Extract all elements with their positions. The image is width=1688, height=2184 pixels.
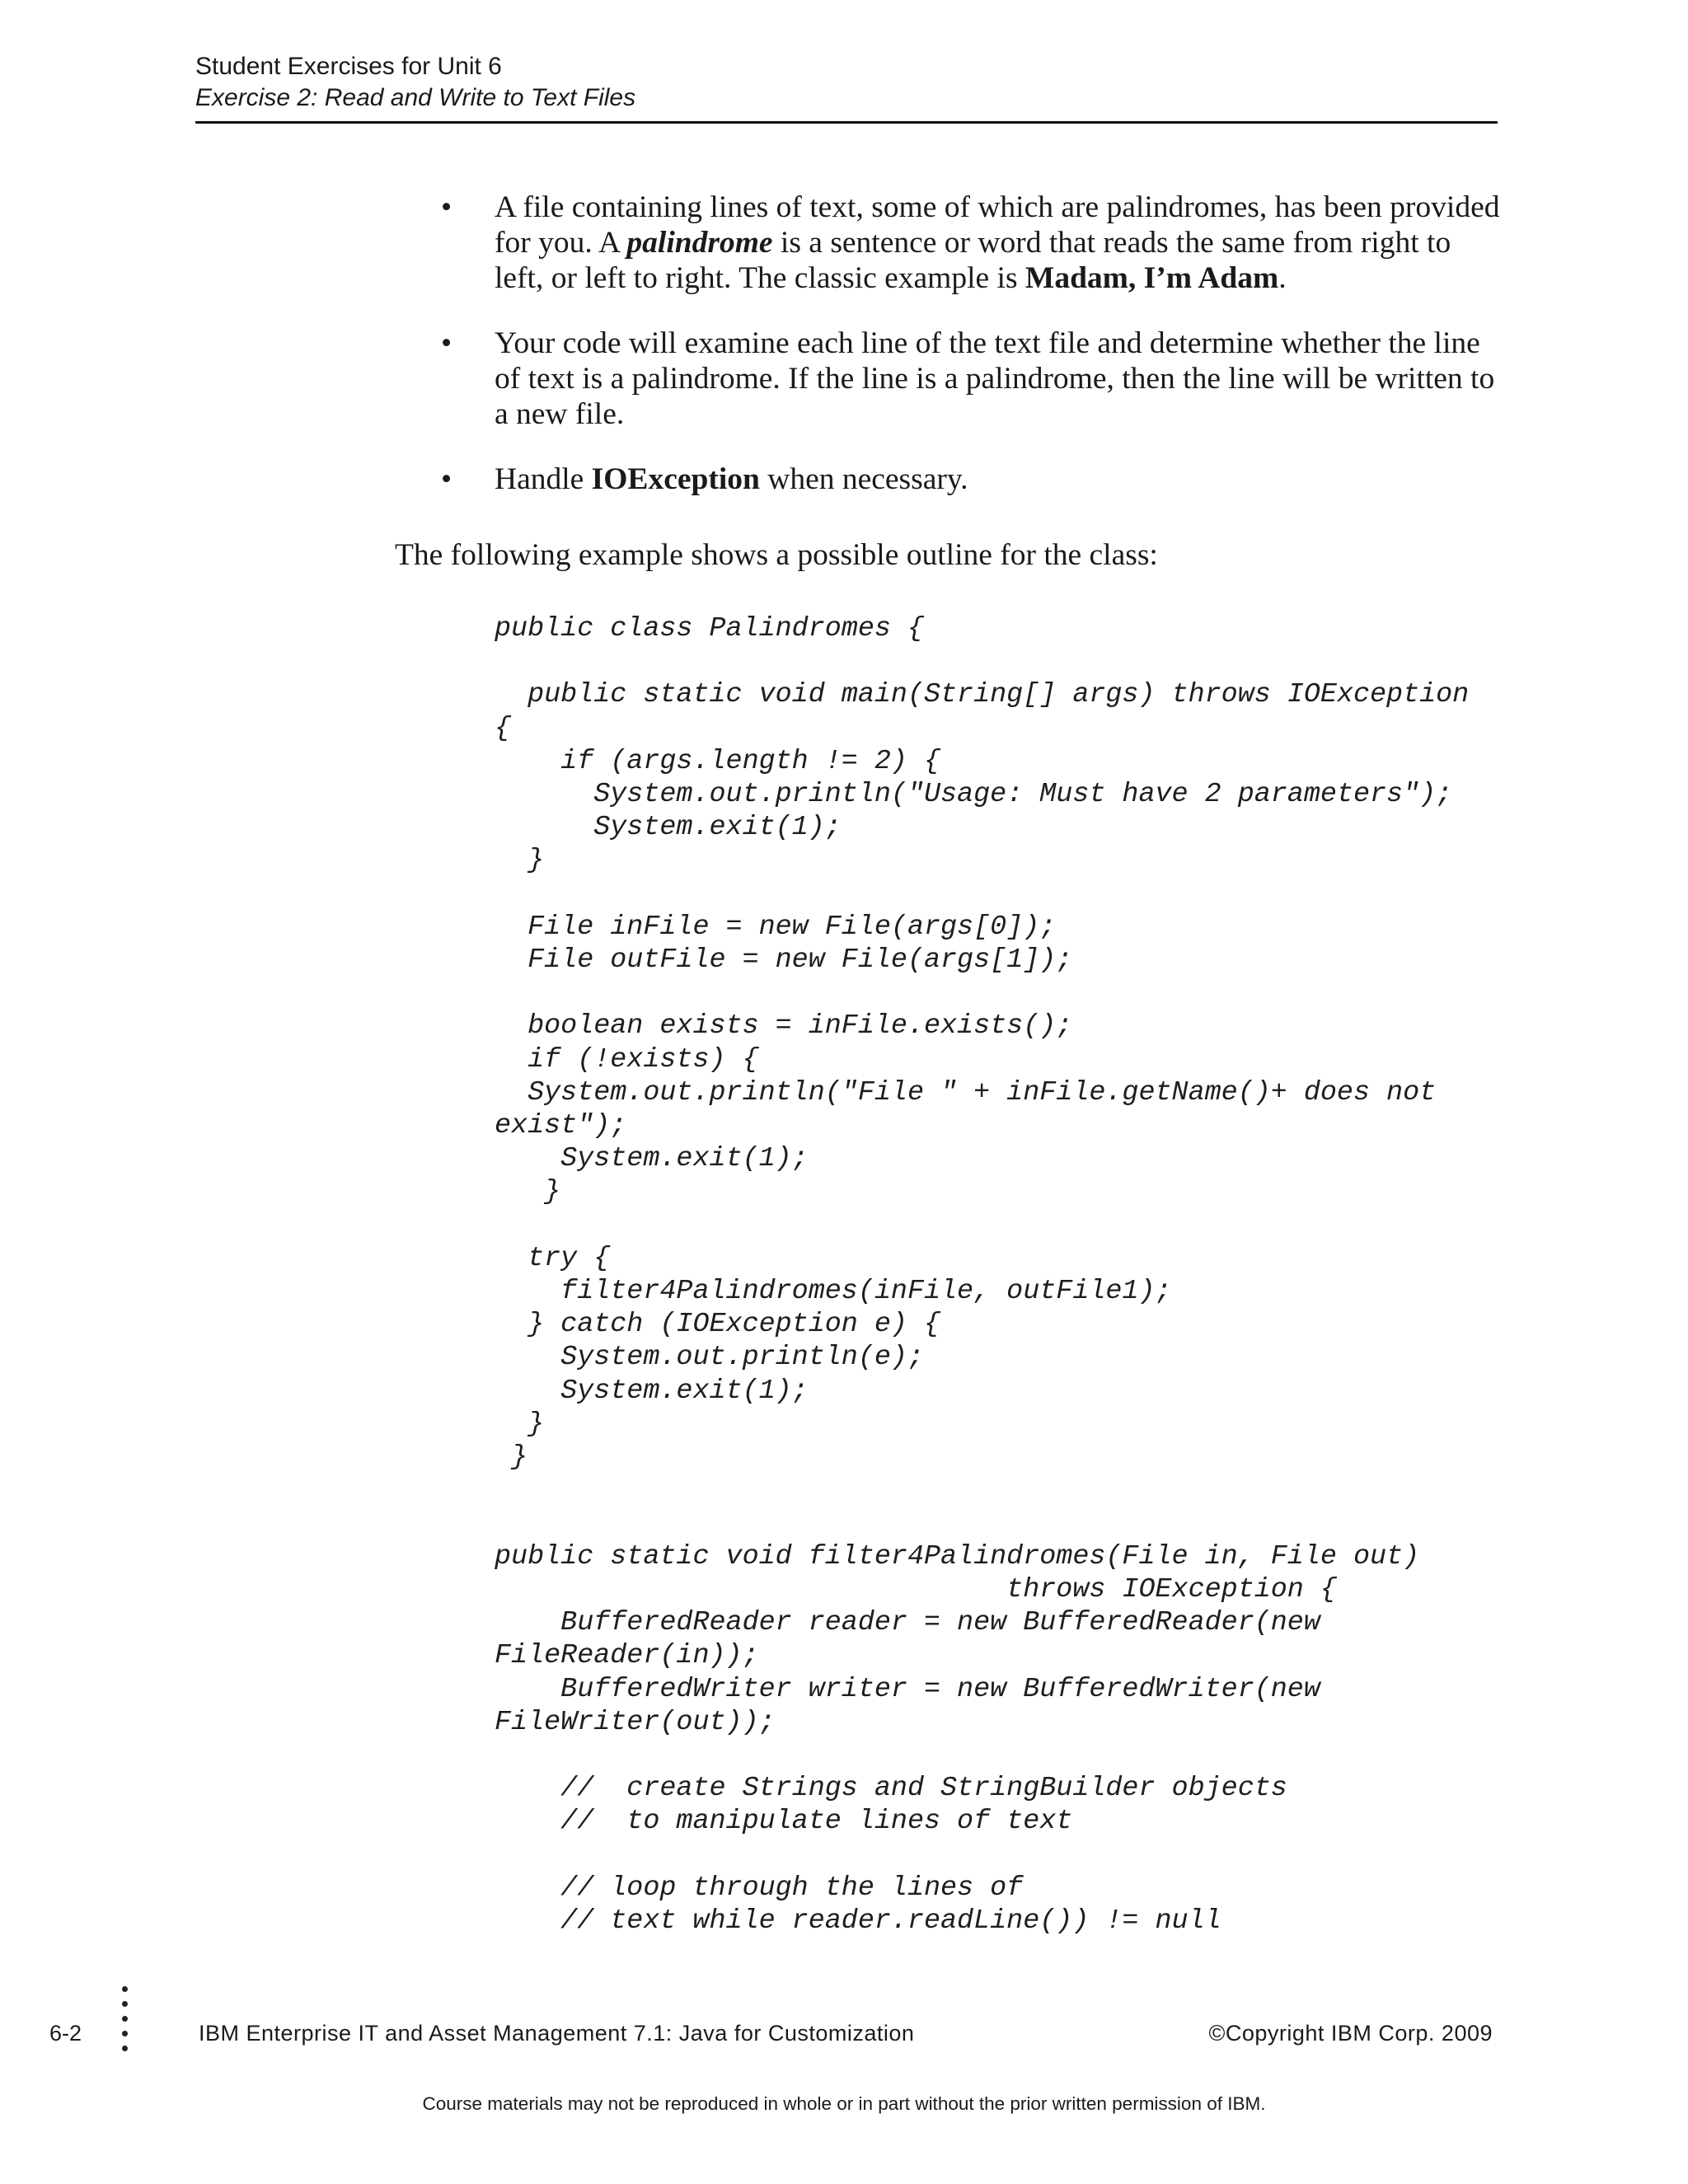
code-line: File outFile = new File(args[1]); <box>495 944 1073 977</box>
code-line: exist"); <box>495 1110 627 1142</box>
code-line: System.exit(1); <box>495 1375 809 1407</box>
code-line: System.out.println("File " + inFile.getName()+ does not <box>495 1076 1437 1108</box>
code-line: // create Strings and StringBuilder objects <box>495 1773 1287 1805</box>
code-line: } <box>495 1176 561 1208</box>
code-line: File inFile = new File(args[0]); <box>495 911 1057 943</box>
code-line: throws IOException { <box>495 1573 1337 1605</box>
instruction-item <box>441 326 1500 432</box>
code-line: System.exit(1); <box>495 1143 809 1175</box>
instruction-item <box>441 462 1500 497</box>
code-line: // text while reader.readLine()) != null <box>495 1905 1221 1937</box>
footer-dots-decoration <box>122 1986 130 2060</box>
code-line: BufferedWriter writer = new BufferedWriter(new <box>495 1673 1320 1705</box>
code-line: public static void main(String[] args) throws IOException <box>495 679 1470 711</box>
instruction-item <box>441 190 1500 296</box>
code-line: } <box>495 1441 528 1474</box>
code-line: System.out.println("Usage: Must have 2 parameters"); <box>495 779 1453 811</box>
header-unit-title: Student Exercises for Unit 6 <box>195 53 502 80</box>
code-listing <box>495 612 1469 1938</box>
code-line: filter4Palindromes(inFile, outFile1); <box>495 1276 1172 1308</box>
instruction-text: Madam, I’m Adam <box>1025 261 1279 295</box>
instruction-text: . <box>1278 261 1287 295</box>
code-line: FileReader(in)); <box>495 1640 759 1672</box>
bullet-marker: • <box>441 326 452 360</box>
header-divider <box>195 121 1498 124</box>
instruction-text: A file containing lines of text, some of which are palindromes, has been provided for you. A <box>495 190 1500 260</box>
code-line: // to manipulate lines of text <box>495 1806 1073 1838</box>
code-line: System.exit(1); <box>495 812 842 844</box>
code-line: if (args.length != 2) { <box>495 745 941 777</box>
instruction-text: Your code will examine each line of the text file and determine whether the line of text is a palindrome. If the line is a palindrome, then the line will be written to a new file. <box>495 326 1495 431</box>
footer-notice: Course materials may not be reproduced in whole or in part without the prior written permission of IBM. <box>422 2093 1266 2114</box>
instruction-text: Handle <box>495 462 592 496</box>
instruction-text: is a sentence or word that reads the same from right to left, or left to right. The classic example is <box>495 226 1451 295</box>
intro-paragraph: The following example shows a possible outline for the class: <box>395 538 1158 572</box>
code-line: BufferedReader reader = new BufferedReader(new <box>495 1607 1320 1639</box>
page-header <box>195 51 1498 114</box>
code-line: try { <box>495 1242 611 1274</box>
page-number: 6-2 <box>49 2021 82 2046</box>
header-exercise-title: Exercise 2: Read and Write to Text Files <box>195 84 636 111</box>
footer-copyright: ©Copyright IBM Corp. 2009 <box>1208 2021 1493 2046</box>
bullet-marker: • <box>441 190 452 224</box>
code-line: } <box>495 1408 545 1440</box>
instruction-text: IOException <box>591 462 760 496</box>
code-line: { <box>495 712 512 744</box>
code-line: if (!exists) { <box>495 1043 759 1076</box>
instruction-text: palindrome <box>626 226 773 260</box>
code-line: } catch (IOException e) { <box>495 1309 941 1341</box>
code-line: public static void filter4Palindromes(File in, File out) <box>495 1540 1420 1572</box>
code-line: } <box>495 845 545 877</box>
code-line: System.out.println(e); <box>495 1342 924 1374</box>
instruction-list <box>441 190 1500 527</box>
footer-course-title: IBM Enterprise IT and Asset Management 7.1: Java for Customization <box>199 2021 915 2046</box>
bullet-marker: • <box>441 462 452 496</box>
instruction-text: when necessary. <box>759 462 968 496</box>
code-line: // loop through the lines of <box>495 1872 1024 1904</box>
code-line: FileWriter(out)); <box>495 1706 776 1738</box>
code-line: public class Palindromes { <box>495 613 924 644</box>
code-line: boolean exists = inFile.exists(); <box>495 1010 1073 1043</box>
